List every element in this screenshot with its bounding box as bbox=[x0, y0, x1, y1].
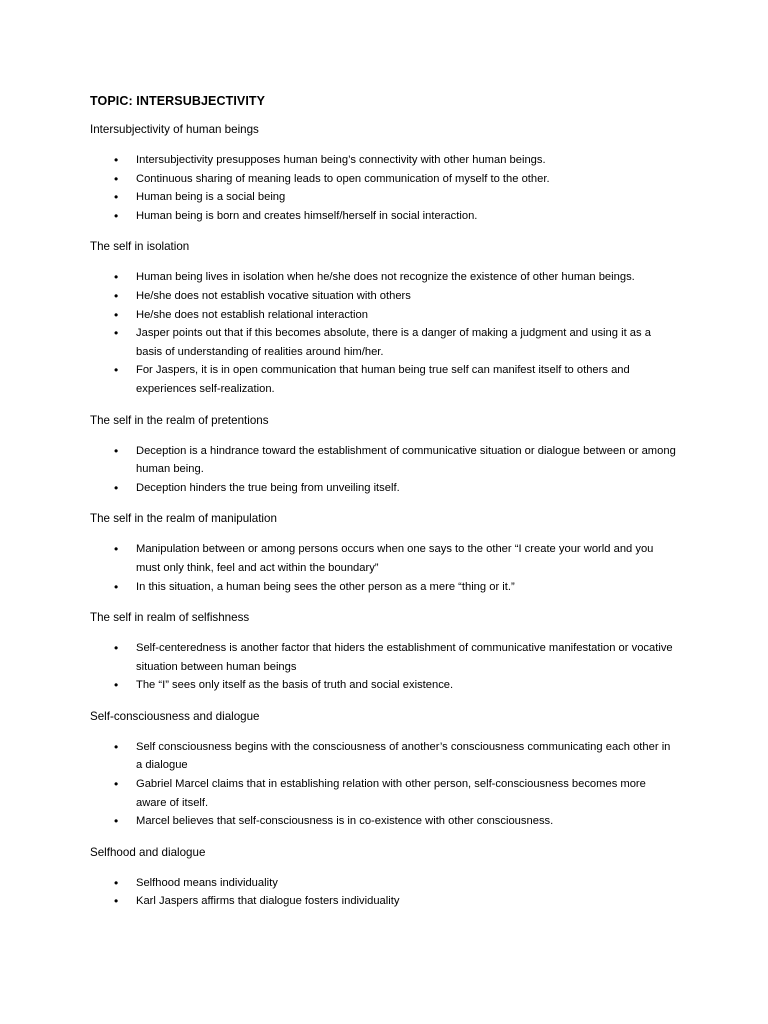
bullet-text: Continuous sharing of meaning leads to open communication of myself to the other. bbox=[136, 172, 550, 185]
bullet-item bbox=[90, 676, 676, 695]
bullet-item bbox=[90, 479, 676, 498]
bullet-item bbox=[90, 287, 676, 306]
section-self-in-manipulation bbox=[90, 511, 678, 596]
bullet-item bbox=[90, 151, 676, 170]
bullet-text: Self-centeredness is another factor that hiders the establishment of communicative manifestation or vocative situation between human beings bbox=[136, 642, 673, 673]
bullet-icon: • bbox=[114, 153, 119, 167]
bullet-item bbox=[90, 738, 676, 775]
bullet-text: Deception hinders the true being from unveiling itself. bbox=[136, 481, 400, 494]
bullet-list bbox=[90, 738, 678, 831]
bullet-item bbox=[90, 268, 676, 287]
bullet-icon: • bbox=[114, 190, 119, 205]
bullet-list bbox=[90, 151, 678, 225]
section-intersubjectivity bbox=[90, 122, 678, 225]
bullet-icon: • bbox=[114, 288, 119, 303]
bullet-item bbox=[90, 540, 676, 577]
bullet-text: Jasper points out that if this becomes absolute, there is a danger of making a judgment and using it as a basis of understanding of realities around him/her. bbox=[136, 327, 651, 358]
bullet-text: He/she does not establish vocative situation with others bbox=[136, 289, 411, 302]
bullet-text: Human being is a social being bbox=[136, 191, 286, 204]
bullet-item bbox=[90, 775, 676, 812]
bullet-text: Human being is born and creates himself/herself in social interaction. bbox=[136, 209, 478, 222]
bullet-icon: • bbox=[114, 814, 119, 829]
section-heading: The self in realm of selfishness bbox=[90, 611, 250, 625]
section-heading: The self in isolation bbox=[90, 240, 190, 254]
section-heading: Intersubjectivity of human beings bbox=[90, 123, 259, 136]
bullet-list bbox=[90, 874, 678, 911]
bullet-list bbox=[90, 268, 678, 398]
section-self-in-isolation bbox=[90, 239, 678, 398]
section-self-in-selfishness bbox=[90, 610, 678, 695]
bullet-icon: • bbox=[114, 641, 119, 656]
section-heading: The self in the realm of pretentions bbox=[90, 413, 269, 427]
bullet-text: Self consciousness begins with the consciousness of another’s consciousness communicating each other in a dialogue bbox=[136, 740, 671, 772]
bullet-icon: • bbox=[114, 480, 119, 495]
bullet-text: Intersubjectivity presupposes human being’s connectivity with other human beings. bbox=[136, 154, 546, 166]
bullet-text: Marcel believes that self-consciousness is in co-existence with other consciousness. bbox=[136, 815, 554, 828]
bullet-item bbox=[90, 306, 676, 325]
bullet-icon: • bbox=[114, 443, 119, 458]
bullet-icon: • bbox=[114, 678, 119, 693]
section-heading: Self-consciousness and dialogue bbox=[90, 709, 260, 723]
bullet-icon: • bbox=[114, 875, 119, 890]
bullet-icon: • bbox=[114, 542, 119, 557]
bullet-icon: • bbox=[114, 208, 119, 223]
bullet-item bbox=[90, 170, 676, 189]
bullet-text: In this situation, a human being sees the other person as a mere “thing or it.” bbox=[136, 580, 515, 593]
section-self-in-pretentions bbox=[90, 413, 678, 498]
bullet-icon: • bbox=[114, 326, 119, 341]
bullet-item bbox=[90, 639, 676, 676]
bullet-icon: • bbox=[114, 739, 119, 754]
bullet-icon: • bbox=[114, 270, 119, 285]
bullet-icon: • bbox=[114, 777, 119, 792]
bullet-item bbox=[90, 812, 676, 831]
section-selfhood-dialogue bbox=[90, 845, 678, 911]
bullet-text: He/she does not establish relational interaction bbox=[136, 308, 368, 321]
bullet-text: Deception is a hindrance toward the establishment of communicative situation or dialogue between or among human being. bbox=[136, 444, 676, 476]
bullet-icon: • bbox=[114, 307, 119, 322]
bullet-text: For Jaspers, it is in open communication that human being true self can manifest itself to others and experiences self-realization. bbox=[136, 364, 630, 395]
bullet-text: Manipulation between or among persons occurs when one says to the other “I create your world and you must only think, feel and act within the boundary” bbox=[136, 543, 654, 574]
document-title: TOPIC: INTERSUBJECTIVITY bbox=[90, 94, 266, 108]
bullet-list bbox=[90, 442, 678, 498]
bullet-text: Human being lives in isolation when he/she does not recognize the existence of other human beings. bbox=[136, 271, 635, 284]
bullet-list bbox=[90, 540, 678, 596]
bullet-item bbox=[90, 324, 676, 361]
bullet-icon: • bbox=[114, 579, 119, 594]
bullet-icon: • bbox=[114, 363, 119, 378]
bullet-item bbox=[90, 361, 676, 398]
bullet-item bbox=[90, 207, 676, 226]
bullet-item bbox=[90, 874, 676, 893]
bullet-item bbox=[90, 578, 676, 597]
bullet-item bbox=[90, 892, 676, 911]
bullet-icon: • bbox=[114, 894, 119, 909]
section-self-consciousness-dialogue bbox=[90, 709, 678, 831]
bullet-text: The “I” sees only itself as the basis of truth and social existence. bbox=[136, 679, 454, 692]
bullet-text: Selfhood means individuality bbox=[136, 876, 278, 889]
bullet-list bbox=[90, 639, 678, 695]
bullet-text: Karl Jaspers affirms that dialogue fosters individuality bbox=[136, 895, 400, 908]
section-heading: The self in the realm of manipulation bbox=[90, 512, 277, 526]
bullet-icon: • bbox=[114, 171, 119, 186]
bullet-text: Gabriel Marcel claims that in establishing relation with other person, self-consciousness becomes more aware of itself. bbox=[136, 778, 646, 809]
bullet-item bbox=[90, 188, 676, 207]
bullet-item bbox=[90, 442, 676, 479]
section-heading: Selfhood and dialogue bbox=[90, 845, 206, 859]
